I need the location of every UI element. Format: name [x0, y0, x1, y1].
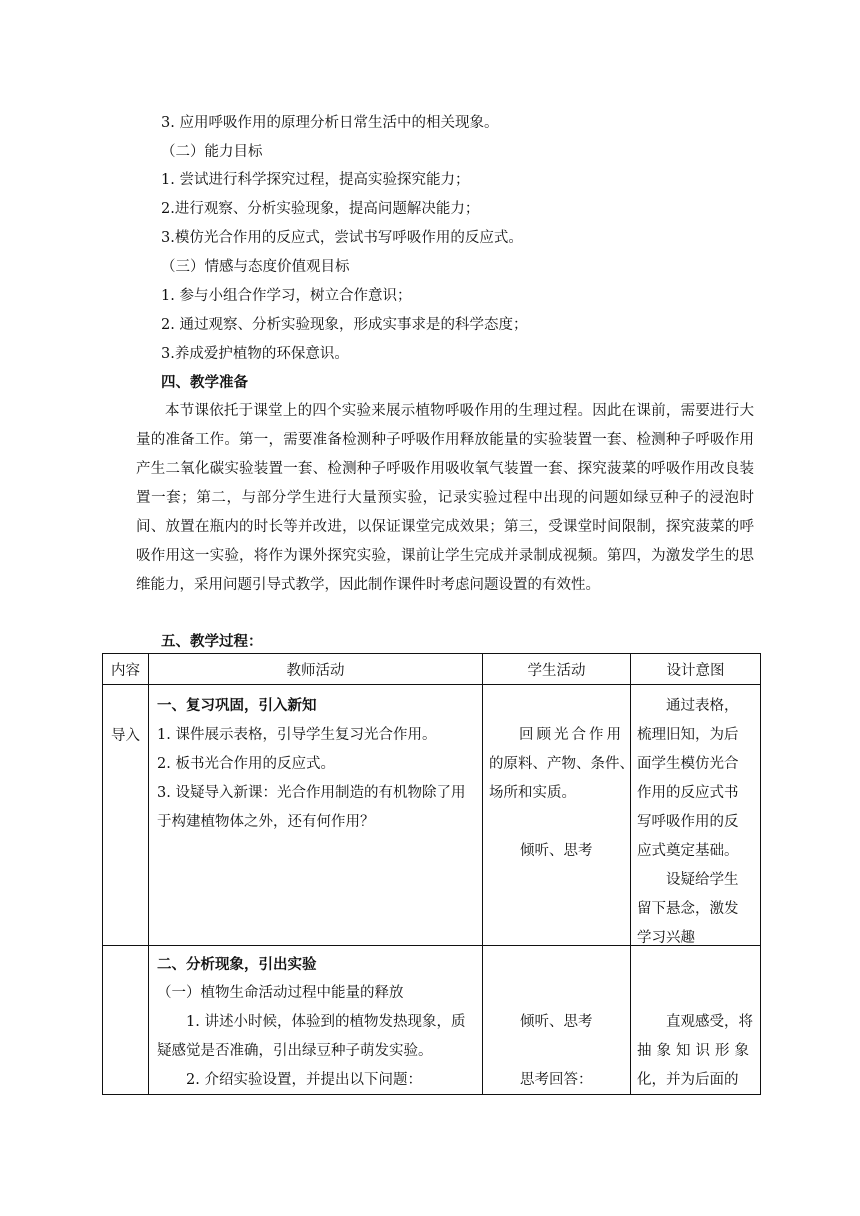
- row2-teacher-subtitle: （一）植物生命活动过程中能量的释放: [157, 985, 404, 1001]
- emotion-objective-heading: （三）情感与态度价值观目标: [161, 259, 350, 275]
- row1-teacher-item-3b: 于构建植物体之外，还有何作用？: [157, 814, 375, 830]
- row2-student-cell: [483, 946, 631, 1095]
- ability-objective-1: 1. 尝试进行科学探究过程，提高实验探究能力；: [161, 172, 470, 188]
- preparation-paragraph: 本节课依托于课堂上的四个实验来展示植物呼吸作用的生理过程。因此在课前，需要进行大量的准备工作。第一，需要准备检测种子呼吸作用释放能量的实验装置一套、检测种子呼吸作用产生二氧化碳实验装置一套、检测种子呼吸作用吸收氧气装置一套、探究菠菜的呼吸作用改良装置一套；第二，与部分学生进行大量预实验，记录实验过程中出现的问题如绿豆种子的浸泡时间、放置在瓶内的时长等并改进，以保证课堂完成效果；第三，受课堂时间限制，探究菠菜的呼吸作用这一实验，将作为课外探究实验，课前让学生完成并录制成视频。第四，为激发学生的思维能力，采用问题引导式教学，因此制作课件时考虑问题设置的有效性。: [136, 403, 754, 593]
- row1-design-line-1: 通过表格，: [666, 698, 739, 714]
- row2-student-line-1: 倾听、思考: [520, 1014, 593, 1030]
- emotion-objective-2: 2. 通过观察、分析实验现象，形成实事求是的科学态度；: [161, 317, 528, 333]
- header-student-activity: 学生活动: [483, 654, 631, 685]
- row1-teacher-item-2: 2. 板书光合作用的反应式。: [157, 756, 335, 772]
- row2-design-line-3: 化，并为后面的: [637, 1072, 739, 1088]
- emotion-objective-1: 1. 参与小组合作学习，树立合作意识；: [161, 288, 412, 304]
- row2-design-line-1: 直观感受，将: [666, 1014, 753, 1030]
- ability-objective-3: 3.模仿光合作用的反应式，尝试书写呼吸作用的反应式。: [161, 230, 523, 246]
- table-header-row: [103, 654, 761, 685]
- row2-teacher-item-1b: 疑感觉是否准确，引出绿豆种子萌发实验。: [157, 1043, 433, 1059]
- row1-design-line-5: 写呼吸作用的反: [637, 814, 739, 830]
- row2-teacher-title: 二、分析现象，引出实验: [157, 956, 317, 973]
- row1-student-line-4: 倾听、思考: [520, 843, 593, 859]
- row2-design-cell: [631, 946, 761, 1095]
- row2-design-line-2: 抽象知识形象: [637, 1043, 754, 1059]
- row1-design-line-8: 留下悬念，激发: [637, 901, 739, 917]
- emotion-objective-3: 3.养成爱护植物的环保意识。: [161, 346, 349, 362]
- row1-design-cell: [631, 685, 761, 946]
- row1-teacher-item-1: 1. 课件展示表格，引导学生复习光合作用。: [157, 727, 437, 743]
- ability-objective-heading: （二）能力目标: [161, 144, 263, 160]
- row1-design-line-4: 作用的反应式书: [637, 785, 739, 801]
- row1-teacher-cell: [149, 685, 483, 946]
- section-heading-preparation: 四、教学准备: [161, 374, 248, 391]
- teaching-process-table: [102, 653, 761, 1095]
- row2-teacher-item-1a: 1. 讲述小时候，体验到的植物发热现象，质: [186, 1014, 466, 1030]
- knowledge-objective-3: 3. 应用呼吸作用的原理分析日常生活中的相关现象。: [161, 115, 499, 131]
- header-content: 内容: [103, 654, 149, 685]
- row2-student-line-2: 思考回答：: [520, 1072, 593, 1088]
- row1-student-line-3: 场所和实质。: [489, 785, 576, 801]
- row1-teacher-item-3a: 3. 设疑导入新课：光合作用制造的有机物除了用: [157, 785, 466, 801]
- row1-design-line-7: 设疑给学生: [666, 872, 739, 888]
- row1-student-line-1: 回顾光合作用: [519, 727, 624, 743]
- table-row: [103, 946, 761, 1095]
- table-row: [103, 685, 761, 946]
- row1-design-line-2: 梳理旧知，为后: [637, 727, 739, 743]
- row1-design-line-9: 学习兴趣: [637, 930, 695, 946]
- row1-student-line-2: 的原料、产物、条件、: [489, 756, 634, 772]
- ability-objective-2: 2.进行观察、分析实验现象，提高问题解决能力；: [161, 201, 480, 217]
- header-design-intent: 设计意图: [631, 654, 761, 685]
- row2-content-cell: [103, 946, 149, 1095]
- row1-design-line-3: 面学生模仿光合: [637, 756, 739, 772]
- header-teacher-activity: 教师活动: [149, 654, 483, 685]
- row1-content-cell: [103, 685, 149, 946]
- row2-teacher-cell: [149, 946, 483, 1095]
- row1-content: 导入: [111, 728, 140, 744]
- row1-student-cell: [483, 685, 634, 946]
- section-heading-process: 五、教学过程：: [161, 633, 263, 650]
- row1-teacher-title: 一、复习巩固，引入新知: [157, 697, 317, 714]
- row2-teacher-item-2: 2. 介绍实验设置，并提出以下问题：: [186, 1072, 422, 1088]
- row1-design-line-6: 应式奠定基础。: [637, 843, 739, 859]
